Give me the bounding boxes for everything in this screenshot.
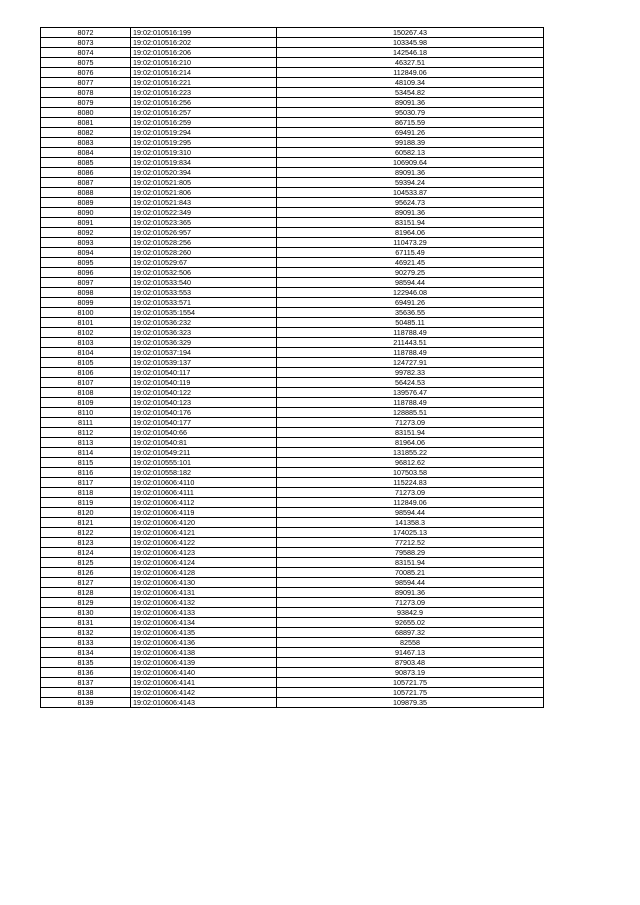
cadastral-number-cell: 19:02:010516:214 [131, 68, 277, 78]
cadastral-number-cell: 19:02:010606:4120 [131, 518, 277, 528]
value-cell: 174025.13 [277, 528, 544, 538]
table-row [41, 168, 544, 178]
row-number-cell: 8086 [41, 168, 131, 178]
cadastral-number-cell: 19:02:010516:221 [131, 78, 277, 88]
cadastral-number-cell: 19:02:010606:4112 [131, 498, 277, 508]
table-row [41, 268, 544, 278]
cadastral-number-cell: 19:02:010606:4139 [131, 658, 277, 668]
cadastral-number-cell: 19:02:010529:67 [131, 258, 277, 268]
cadastral-number-cell: 19:02:010537:194 [131, 348, 277, 358]
row-number-cell: 8106 [41, 368, 131, 378]
table-row [41, 218, 544, 228]
cadastral-number-cell: 19:02:010606:4132 [131, 598, 277, 608]
table-row [41, 78, 544, 88]
cadastral-number-cell: 19:02:010540:122 [131, 388, 277, 398]
table-row [41, 128, 544, 138]
value-cell: 122946.08 [277, 288, 544, 298]
row-number-cell: 8097 [41, 278, 131, 288]
table-row [41, 588, 544, 598]
table-row [41, 188, 544, 198]
cadastral-number-cell: 19:02:010606:4119 [131, 508, 277, 518]
table-row [41, 368, 544, 378]
cadastral-number-cell: 19:02:010528:260 [131, 248, 277, 258]
cadastral-number-cell: 19:02:010519:294 [131, 128, 277, 138]
value-cell: 99782.33 [277, 368, 544, 378]
table-row [41, 248, 544, 258]
cadastral-number-cell: 19:02:010606:4135 [131, 628, 277, 638]
table-row [41, 38, 544, 48]
value-cell: 112849.06 [277, 68, 544, 78]
cadastral-number-cell: 19:02:010526:957 [131, 228, 277, 238]
table-row [41, 688, 544, 698]
value-cell: 89091.36 [277, 168, 544, 178]
row-number-cell: 8083 [41, 138, 131, 148]
row-number-cell: 8103 [41, 338, 131, 348]
row-number-cell: 8077 [41, 78, 131, 88]
row-number-cell: 8081 [41, 118, 131, 128]
value-cell: 95624.73 [277, 198, 544, 208]
table-row [41, 388, 544, 398]
row-number-cell: 8079 [41, 98, 131, 108]
cadastral-number-cell: 19:02:010558:182 [131, 468, 277, 478]
cadastral-number-cell: 19:02:010528:256 [131, 238, 277, 248]
row-number-cell: 8075 [41, 58, 131, 68]
row-number-cell: 8119 [41, 498, 131, 508]
row-number-cell: 8124 [41, 548, 131, 558]
value-cell: 104533.87 [277, 188, 544, 198]
table-row [41, 508, 544, 518]
row-number-cell: 8114 [41, 448, 131, 458]
row-number-cell: 8117 [41, 478, 131, 488]
value-cell: 83151.94 [277, 428, 544, 438]
table-row [41, 328, 544, 338]
table-row [41, 98, 544, 108]
row-number-cell: 8139 [41, 698, 131, 708]
row-number-cell: 8130 [41, 608, 131, 618]
cadastral-number-cell: 19:02:010532:506 [131, 268, 277, 278]
row-number-cell: 8092 [41, 228, 131, 238]
table-row [41, 598, 544, 608]
table-row [41, 28, 544, 38]
table-row [41, 378, 544, 388]
table-row [41, 338, 544, 348]
value-cell: 98594.44 [277, 578, 544, 588]
value-cell: 131855.22 [277, 448, 544, 458]
value-cell: 110473.29 [277, 238, 544, 248]
row-number-cell: 8090 [41, 208, 131, 218]
table-row [41, 298, 544, 308]
value-cell: 83151.94 [277, 218, 544, 228]
table-row [41, 638, 544, 648]
value-cell: 96812.62 [277, 458, 544, 468]
cadastral-number-cell: 19:02:010606:4128 [131, 568, 277, 578]
value-cell: 70085.21 [277, 568, 544, 578]
cadastral-number-cell: 19:02:010520:394 [131, 168, 277, 178]
row-number-cell: 8076 [41, 68, 131, 78]
cadastral-number-cell: 19:02:010606:4130 [131, 578, 277, 588]
cadastral-number-cell: 19:02:010521:843 [131, 198, 277, 208]
cadastral-number-cell: 19:02:010540:123 [131, 398, 277, 408]
row-number-cell: 8110 [41, 408, 131, 418]
cadastral-number-cell: 19:02:010521:806 [131, 188, 277, 198]
row-number-cell: 8087 [41, 178, 131, 188]
table-row [41, 158, 544, 168]
table-row [41, 558, 544, 568]
row-number-cell: 8102 [41, 328, 131, 338]
value-cell: 139576.47 [277, 388, 544, 398]
value-cell: 124727.91 [277, 358, 544, 368]
value-cell: 87903.48 [277, 658, 544, 668]
table-body [41, 28, 544, 708]
cadastral-number-cell: 19:02:010523:365 [131, 218, 277, 228]
row-number-cell: 8115 [41, 458, 131, 468]
row-number-cell: 8108 [41, 388, 131, 398]
table-row [41, 318, 544, 328]
value-cell: 46327.51 [277, 58, 544, 68]
table-row [41, 548, 544, 558]
value-cell: 86715.59 [277, 118, 544, 128]
row-number-cell: 8093 [41, 238, 131, 248]
row-number-cell: 8104 [41, 348, 131, 358]
value-cell: 105721.75 [277, 678, 544, 688]
cadastral-number-cell: 19:02:010606:4138 [131, 648, 277, 658]
table-row [41, 438, 544, 448]
cadastral-number-cell: 19:02:010606:4141 [131, 678, 277, 688]
cadastral-number-cell: 19:02:010516:259 [131, 118, 277, 128]
row-number-cell: 8101 [41, 318, 131, 328]
table-row [41, 608, 544, 618]
table-row [41, 308, 544, 318]
row-number-cell: 8135 [41, 658, 131, 668]
row-number-cell: 8098 [41, 288, 131, 298]
cadastral-number-cell: 19:02:010606:4121 [131, 528, 277, 538]
row-number-cell: 8111 [41, 418, 131, 428]
row-number-cell: 8074 [41, 48, 131, 58]
table-row [41, 678, 544, 688]
value-cell: 118788.49 [277, 398, 544, 408]
value-cell: 79588.29 [277, 548, 544, 558]
value-cell: 150267.43 [277, 28, 544, 38]
row-number-cell: 8136 [41, 668, 131, 678]
value-cell: 35636.55 [277, 308, 544, 318]
cadastral-number-cell: 19:02:010606:4142 [131, 688, 277, 698]
row-number-cell: 8084 [41, 148, 131, 158]
table-row [41, 528, 544, 538]
value-cell: 81964.06 [277, 228, 544, 238]
value-cell: 99188.39 [277, 138, 544, 148]
table-row [41, 58, 544, 68]
table-row [41, 538, 544, 548]
row-number-cell: 8112 [41, 428, 131, 438]
row-number-cell: 8085 [41, 158, 131, 168]
cadastral-number-cell: 19:02:010606:4143 [131, 698, 277, 708]
value-cell: 77212.52 [277, 538, 544, 548]
row-number-cell: 8127 [41, 578, 131, 588]
value-cell: 142546.18 [277, 48, 544, 58]
table-row [41, 408, 544, 418]
cadastral-number-cell: 19:02:010533:540 [131, 278, 277, 288]
cadastral-number-cell: 19:02:010540:117 [131, 368, 277, 378]
table-row [41, 498, 544, 508]
row-number-cell: 8078 [41, 88, 131, 98]
row-number-cell: 8123 [41, 538, 131, 548]
value-cell: 46921.45 [277, 258, 544, 268]
row-number-cell: 8131 [41, 618, 131, 628]
cadastral-number-cell: 19:02:010606:4111 [131, 488, 277, 498]
row-number-cell: 8132 [41, 628, 131, 638]
table-row [41, 228, 544, 238]
cadastral-number-cell: 19:02:010519:834 [131, 158, 277, 168]
value-cell: 69491.26 [277, 128, 544, 138]
row-number-cell: 8072 [41, 28, 131, 38]
value-cell: 93842.9 [277, 608, 544, 618]
row-number-cell: 8088 [41, 188, 131, 198]
value-cell: 83151.94 [277, 558, 544, 568]
value-cell: 107503.58 [277, 468, 544, 478]
cadastral-number-cell: 19:02:010606:4123 [131, 548, 277, 558]
table-row [41, 458, 544, 468]
table-row [41, 148, 544, 158]
row-number-cell: 8134 [41, 648, 131, 658]
value-cell: 89091.36 [277, 588, 544, 598]
value-cell: 82558 [277, 638, 544, 648]
cadastral-number-cell: 19:02:010606:4140 [131, 668, 277, 678]
table-row [41, 568, 544, 578]
value-cell: 56424.53 [277, 378, 544, 388]
table-row [41, 418, 544, 428]
table-row [41, 668, 544, 678]
cadastral-number-cell: 19:02:010606:4136 [131, 638, 277, 648]
value-cell: 109879.35 [277, 698, 544, 708]
row-number-cell: 8137 [41, 678, 131, 688]
row-number-cell: 8091 [41, 218, 131, 228]
row-number-cell: 8099 [41, 298, 131, 308]
value-cell: 118788.49 [277, 328, 544, 338]
table-row [41, 108, 544, 118]
cadastral-number-cell: 19:02:010539:137 [131, 358, 277, 368]
row-number-cell: 8080 [41, 108, 131, 118]
table-row [41, 478, 544, 488]
table-row [41, 398, 544, 408]
value-cell: 67115.49 [277, 248, 544, 258]
table-row [41, 258, 544, 268]
cadastral-number-cell: 19:02:010540:177 [131, 418, 277, 428]
value-cell: 89091.36 [277, 208, 544, 218]
value-cell: 128885.51 [277, 408, 544, 418]
value-cell: 50485.11 [277, 318, 544, 328]
table-row [41, 348, 544, 358]
value-cell: 106909.64 [277, 158, 544, 168]
value-cell: 118788.49 [277, 348, 544, 358]
table-row [41, 428, 544, 438]
cadastral-number-cell: 19:02:010540:66 [131, 428, 277, 438]
value-cell: 68897.32 [277, 628, 544, 638]
value-cell: 95030.79 [277, 108, 544, 118]
row-number-cell: 8125 [41, 558, 131, 568]
table-row [41, 618, 544, 628]
cadastral-number-cell: 19:02:010533:571 [131, 298, 277, 308]
row-number-cell: 8138 [41, 688, 131, 698]
cadastral-number-cell: 19:02:010606:4124 [131, 558, 277, 568]
cadastral-number-cell: 19:02:010522:349 [131, 208, 277, 218]
table-row [41, 198, 544, 208]
cadastral-number-cell: 19:02:010516:223 [131, 88, 277, 98]
value-cell: 112849.06 [277, 498, 544, 508]
cadastral-number-cell: 19:02:010540:81 [131, 438, 277, 448]
row-number-cell: 8116 [41, 468, 131, 478]
value-cell: 90279.25 [277, 268, 544, 278]
row-number-cell: 8094 [41, 248, 131, 258]
row-number-cell: 8121 [41, 518, 131, 528]
table-row [41, 698, 544, 708]
row-number-cell: 8105 [41, 358, 131, 368]
value-cell: 90873.19 [277, 668, 544, 678]
cadastral-number-cell: 19:02:010606:4122 [131, 538, 277, 548]
cadastral-number-cell: 19:02:010536:329 [131, 338, 277, 348]
table-row [41, 68, 544, 78]
value-cell: 71273.09 [277, 418, 544, 428]
cadastral-number-cell: 19:02:010516:257 [131, 108, 277, 118]
table-row [41, 278, 544, 288]
cadastral-number-cell: 19:02:010516:199 [131, 28, 277, 38]
value-cell: 48109.34 [277, 78, 544, 88]
value-cell: 71273.09 [277, 488, 544, 498]
table-row [41, 628, 544, 638]
table-row [41, 288, 544, 298]
table-row [41, 208, 544, 218]
table-row [41, 238, 544, 248]
value-cell: 81964.06 [277, 438, 544, 448]
row-number-cell: 8122 [41, 528, 131, 538]
table-row [41, 488, 544, 498]
row-number-cell: 8073 [41, 38, 131, 48]
cadastral-number-cell: 19:02:010519:295 [131, 138, 277, 148]
cadastral-number-cell: 19:02:010540:119 [131, 378, 277, 388]
table-row [41, 578, 544, 588]
value-cell: 69491.26 [277, 298, 544, 308]
cadastral-number-cell: 19:02:010549:211 [131, 448, 277, 458]
row-number-cell: 8118 [41, 488, 131, 498]
cadastral-number-cell: 19:02:010516:202 [131, 38, 277, 48]
cadastral-number-cell: 19:02:010540:176 [131, 408, 277, 418]
value-cell: 91467.13 [277, 648, 544, 658]
row-number-cell: 8095 [41, 258, 131, 268]
table-row [41, 138, 544, 148]
cadastral-number-cell: 19:02:010606:4134 [131, 618, 277, 628]
data-table [40, 27, 544, 708]
value-cell: 115224.83 [277, 478, 544, 488]
table-row [41, 468, 544, 478]
row-number-cell: 8113 [41, 438, 131, 448]
value-cell: 103345.98 [277, 38, 544, 48]
row-number-cell: 8096 [41, 268, 131, 278]
row-number-cell: 8126 [41, 568, 131, 578]
row-number-cell: 8120 [41, 508, 131, 518]
cadastral-number-cell: 19:02:010555:101 [131, 458, 277, 468]
table-row [41, 48, 544, 58]
cadastral-number-cell: 19:02:010516:210 [131, 58, 277, 68]
value-cell: 60582.13 [277, 148, 544, 158]
table-row [41, 448, 544, 458]
cadastral-number-cell: 19:02:010606:4110 [131, 478, 277, 488]
cadastral-number-cell: 19:02:010536:232 [131, 318, 277, 328]
value-cell: 141358.3 [277, 518, 544, 528]
value-cell: 53454.82 [277, 88, 544, 98]
value-cell: 105721.75 [277, 688, 544, 698]
cadastral-number-cell: 19:02:010606:4131 [131, 588, 277, 598]
table-row [41, 358, 544, 368]
cadastral-number-cell: 19:02:010533:553 [131, 288, 277, 298]
table-row [41, 648, 544, 658]
row-number-cell: 8109 [41, 398, 131, 408]
cadastral-number-cell: 19:02:010516:206 [131, 48, 277, 58]
table-row [41, 658, 544, 668]
table-row [41, 88, 544, 98]
row-number-cell: 8107 [41, 378, 131, 388]
cadastral-number-cell: 19:02:010535:1554 [131, 308, 277, 318]
table-row [41, 178, 544, 188]
value-cell: 71273.09 [277, 598, 544, 608]
row-number-cell: 8133 [41, 638, 131, 648]
value-cell: 89091.36 [277, 98, 544, 108]
row-number-cell: 8089 [41, 198, 131, 208]
row-number-cell: 8128 [41, 588, 131, 598]
cadastral-number-cell: 19:02:010519:310 [131, 148, 277, 158]
cadastral-number-cell: 19:02:010536:323 [131, 328, 277, 338]
value-cell: 211443.51 [277, 338, 544, 348]
value-cell: 98594.44 [277, 278, 544, 288]
cadastral-number-cell: 19:02:010606:4133 [131, 608, 277, 618]
value-cell: 98594.44 [277, 508, 544, 518]
row-number-cell: 8082 [41, 128, 131, 138]
row-number-cell: 8129 [41, 598, 131, 608]
value-cell: 59394.24 [277, 178, 544, 188]
table-row [41, 118, 544, 128]
table-row [41, 518, 544, 528]
value-cell: 92655.02 [277, 618, 544, 628]
row-number-cell: 8100 [41, 308, 131, 318]
cadastral-number-cell: 19:02:010516:256 [131, 98, 277, 108]
cadastral-number-cell: 19:02:010521:805 [131, 178, 277, 188]
